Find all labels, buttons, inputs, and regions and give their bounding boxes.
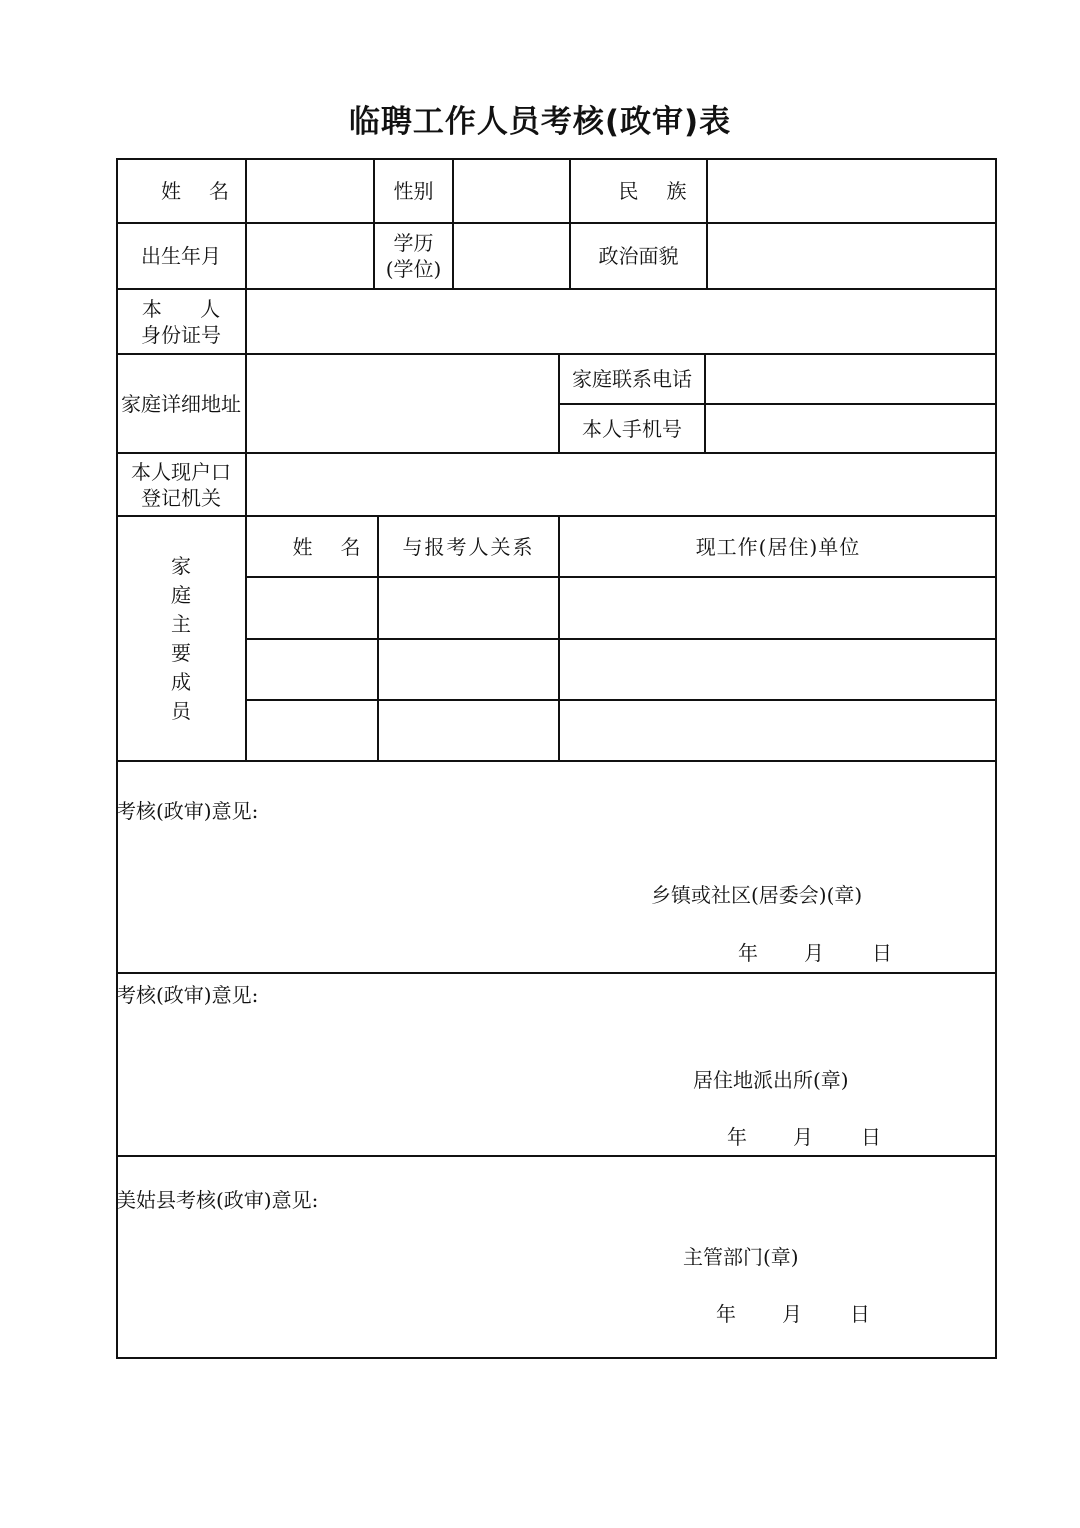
family-row-3-name[interactable]	[247, 701, 376, 759]
border-bottom	[116, 1357, 997, 1359]
name-label: 姓名	[161, 178, 257, 203]
review-3-date	[716, 1298, 870, 1327]
family-label-char: 员	[171, 698, 191, 723]
family-row-1-workplace[interactable]	[560, 578, 994, 637]
education-label-line2: (学位)	[385, 257, 442, 281]
hukou-label-line1: 本人现户口	[131, 459, 231, 484]
review-2-opinion-field[interactable]	[118, 1010, 618, 1150]
education-label-line1: 学历	[393, 231, 434, 255]
review-form	[116, 158, 997, 1359]
family-col-workplace: 现工作(居住)单位	[695, 534, 861, 559]
family-row-2-name[interactable]	[247, 640, 376, 698]
mobile-field[interactable]	[706, 405, 994, 451]
hukou-label-line2: 登记机关	[141, 485, 221, 510]
family-col-name: 姓名	[292, 534, 389, 559]
family-members-label	[116, 516, 246, 761]
mobile-label: 本人手机号	[582, 416, 682, 441]
gender-field[interactable]	[454, 160, 568, 222]
ethnicity-label: 民族	[618, 178, 715, 203]
name-field[interactable]	[247, 160, 372, 222]
date-day: 日	[850, 1302, 870, 1326]
review-2-stamp: 居住地派出所(章)	[693, 1068, 849, 1092]
family-row-3-relation[interactable]	[379, 701, 557, 759]
date-month: 月	[782, 1302, 802, 1326]
home-phone-field[interactable]	[706, 355, 994, 402]
page-title: 临聘工作人员考核(政审)表	[348, 104, 732, 140]
hukou-label	[116, 453, 246, 516]
date-month: 月	[804, 941, 824, 965]
section-divider	[116, 1155, 997, 1157]
birth-field[interactable]	[247, 224, 372, 287]
id-number-label	[116, 289, 246, 354]
political-label: 政治面貌	[598, 244, 679, 268]
id-label-line1: 本 人	[141, 296, 237, 321]
review-3-opinion-field[interactable]	[118, 1216, 618, 1351]
family-label-char: 主	[171, 611, 191, 636]
political-field[interactable]	[708, 224, 994, 287]
family-label-char: 庭	[171, 582, 191, 607]
review-2-heading: 考核(政审)意见:	[116, 983, 259, 1007]
review-2-date	[727, 1121, 881, 1150]
address-label: 家庭详细地址	[121, 391, 241, 416]
date-month: 月	[793, 1125, 813, 1149]
date-year: 年	[738, 941, 758, 965]
family-row-2-relation[interactable]	[379, 640, 557, 698]
date-day: 日	[861, 1125, 881, 1149]
section-divider	[116, 972, 997, 974]
id-number-field[interactable]	[247, 290, 994, 352]
address-field[interactable]	[247, 355, 557, 451]
date-day: 日	[872, 941, 892, 965]
family-label-char: 家	[171, 553, 191, 578]
review-1-heading: 考核(政审)意见:	[116, 799, 259, 823]
family-label-char: 成	[171, 669, 191, 694]
date-year: 年	[727, 1125, 747, 1149]
family-row-1-relation[interactable]	[379, 578, 557, 637]
birth-label: 出生年月	[141, 244, 221, 268]
review-3-stamp: 主管部门(章)	[683, 1245, 799, 1269]
family-row-3-workplace[interactable]	[560, 701, 994, 759]
review-1-stamp: 乡镇或社区(居委会)(章)	[651, 883, 863, 907]
gender-label: 性别	[393, 178, 434, 203]
hukou-field[interactable]	[247, 454, 994, 514]
education-field[interactable]	[454, 224, 568, 287]
family-label-char: 要	[171, 640, 191, 665]
review-1-opinion-field[interactable]	[118, 826, 618, 966]
section-divider	[116, 760, 997, 762]
family-row-1-name[interactable]	[247, 578, 376, 637]
review-3-heading: 美姑县考核(政审)意见:	[116, 1188, 319, 1212]
family-row-2-workplace[interactable]	[560, 640, 994, 698]
id-label-line2: 身份证号	[141, 322, 221, 347]
education-label	[374, 223, 453, 289]
review-1-date	[738, 937, 892, 966]
home-phone-label: 家庭联系电话	[572, 367, 692, 391]
border-right	[995, 158, 997, 1359]
date-year: 年	[716, 1302, 736, 1326]
ethnicity-field[interactable]	[708, 160, 994, 222]
family-col-relation: 与报考人关系	[402, 534, 535, 559]
